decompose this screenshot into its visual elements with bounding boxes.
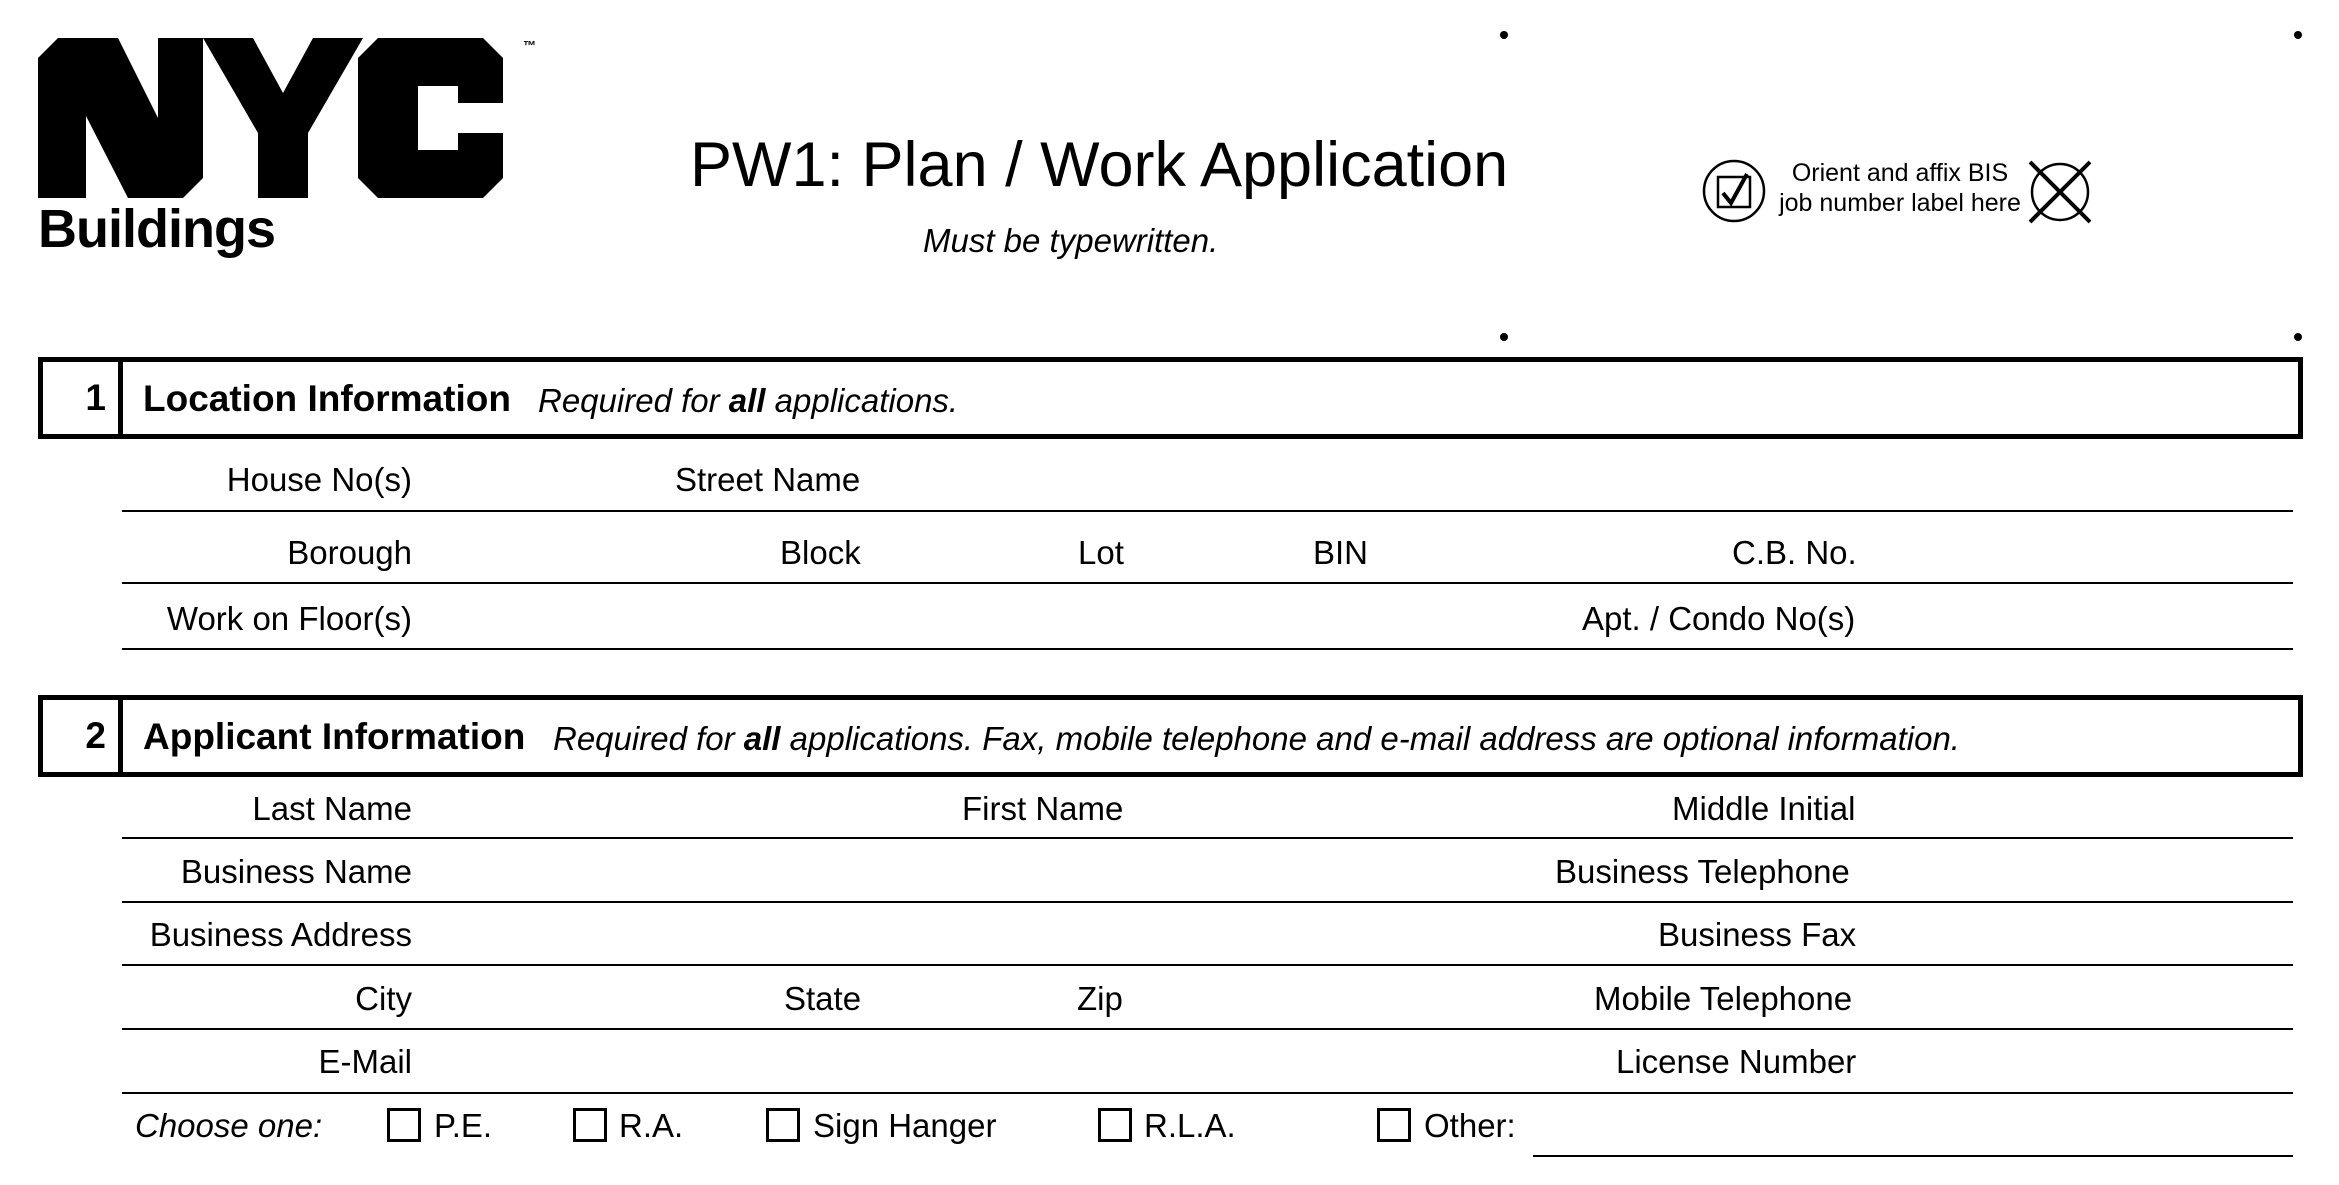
- lot-label: Lot: [1078, 534, 1124, 571]
- ra-checkbox[interactable]: [573, 1108, 607, 1142]
- section-number: 1: [43, 362, 123, 434]
- pe-checkbox[interactable]: [387, 1108, 421, 1142]
- section-title: Location Information: [143, 378, 511, 419]
- other-input-line[interactable]: [1533, 1155, 2293, 1157]
- email-label: E-Mail: [318, 1043, 412, 1080]
- section-2-header: [38, 695, 2303, 777]
- business-name-label: Business Name: [180, 853, 412, 890]
- form-subtitle: Must be typewritten.: [923, 222, 1219, 259]
- first-name-label: First Name: [962, 790, 1124, 827]
- block-label: Block: [780, 534, 861, 571]
- x-circle-icon: [2024, 156, 2096, 228]
- label-instruction-line1: Orient and affix BIS: [1791, 159, 2009, 187]
- business-fax-label: Business Fax: [1658, 916, 1857, 953]
- row-divider: [122, 837, 2293, 839]
- apt-condo-label: Apt. / Condo No(s): [1582, 600, 1856, 637]
- row-divider: [122, 1028, 2293, 1030]
- label-instruction-line2: job number label here: [1779, 189, 2021, 217]
- section-note: Required for all applications.: [538, 382, 959, 419]
- row-divider: [122, 1092, 2293, 1094]
- section-1-header: [38, 357, 2303, 439]
- business-address-label: Business Address: [149, 916, 412, 953]
- last-name-label: Last Name: [252, 790, 412, 827]
- business-telephone-label: Business Telephone: [1555, 853, 1850, 890]
- trademark-symbol: ™: [523, 38, 536, 53]
- sign-hanger-option-label: Sign Hanger: [813, 1107, 997, 1144]
- city-label: City: [355, 980, 412, 1017]
- license-number-label: License Number: [1616, 1043, 1857, 1080]
- middle-initial-label: Middle Initial: [1672, 790, 1856, 827]
- label-instruction: [1775, 158, 2025, 218]
- work-on-floors-label: Work on Floor(s): [166, 600, 412, 637]
- other-option-label: Other:: [1424, 1107, 1516, 1144]
- label-corner-dot: [1500, 333, 1508, 341]
- borough-label: Borough: [287, 534, 412, 571]
- sign-hanger-checkbox[interactable]: [766, 1108, 800, 1142]
- section-number: 2: [43, 700, 123, 772]
- other-checkbox[interactable]: [1377, 1108, 1411, 1142]
- ra-option-label: R.A.: [619, 1107, 684, 1144]
- state-label: State: [784, 980, 862, 1017]
- label-corner-dot: [2294, 333, 2302, 341]
- rla-option-label: R.L.A.: [1144, 1107, 1236, 1144]
- row-divider: [122, 964, 2293, 966]
- pe-option-label: P.E.: [434, 1107, 493, 1144]
- row-divider: [122, 901, 2293, 903]
- label-corner-dot: [1500, 31, 1508, 39]
- street-name-label: Street Name: [675, 461, 861, 498]
- form-title: PW1: Plan / Work Application: [690, 130, 1509, 200]
- rla-checkbox[interactable]: [1098, 1108, 1132, 1142]
- choose-one-label: Choose one:: [135, 1107, 323, 1144]
- bin-label: BIN: [1313, 534, 1369, 571]
- label-corner-dot: [2294, 31, 2302, 39]
- row-divider: [122, 510, 2293, 512]
- cb-no-label: C.B. No.: [1732, 534, 1857, 571]
- mobile-telephone-label: Mobile Telephone: [1594, 980, 1853, 1017]
- house-no-label: House No(s): [226, 461, 412, 498]
- section-note: Required for all applications. Fax, mobile telephone and e-mail address are optional information.: [553, 720, 1960, 757]
- nyc-logo-icon: [38, 38, 503, 198]
- zip-label: Zip: [1077, 980, 1123, 1017]
- row-divider: [122, 648, 2293, 650]
- row-divider: [122, 582, 2293, 584]
- logo-subtitle: Buildings: [38, 199, 275, 259]
- section-title: Applicant Information: [143, 716, 526, 757]
- check-circle-icon: [1701, 158, 1767, 224]
- nyc-buildings-logo: [38, 38, 536, 268]
